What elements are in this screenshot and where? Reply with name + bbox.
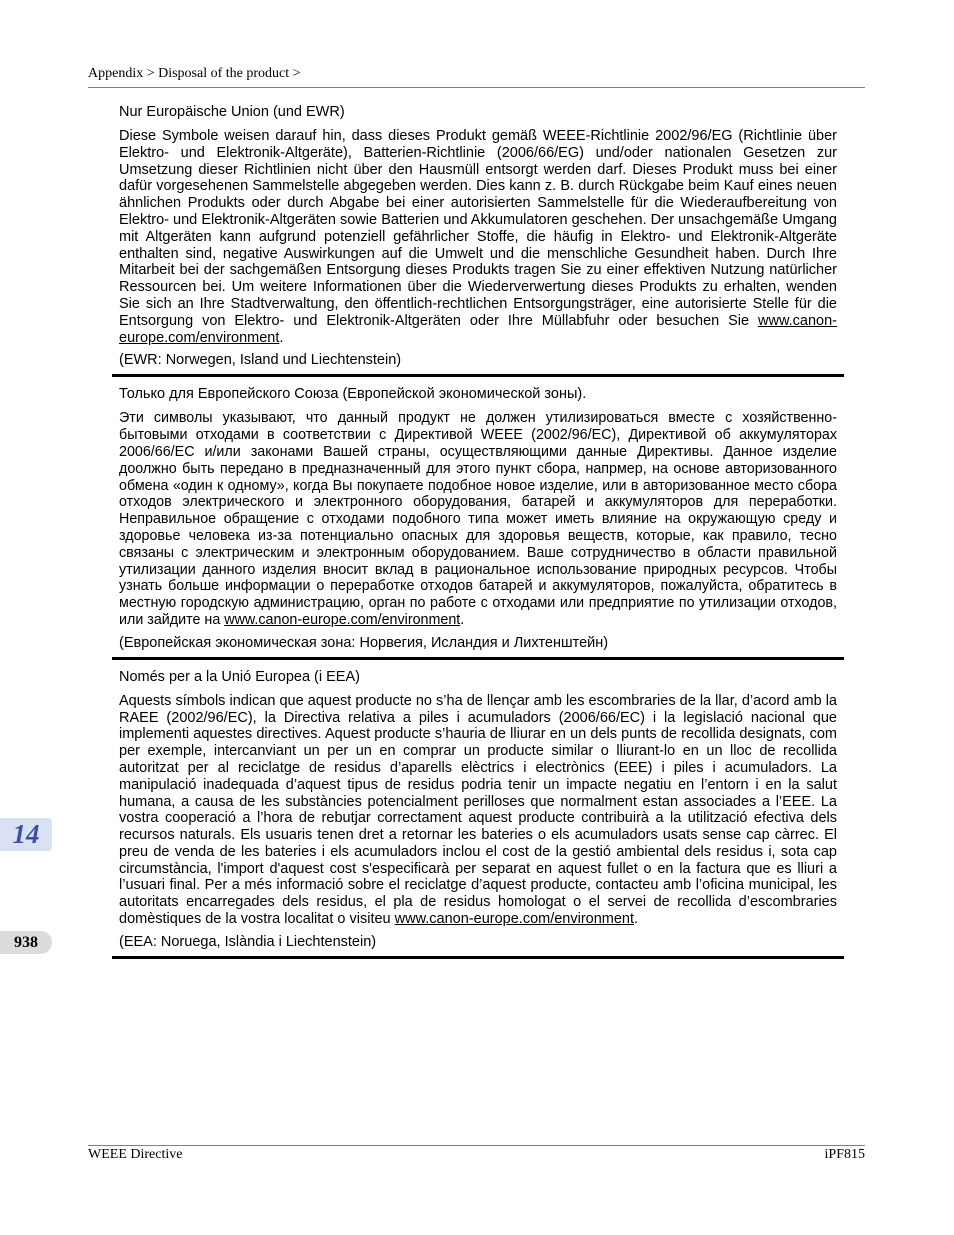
breadcrumb: Appendix > Disposal of the product >	[88, 66, 301, 81]
section-german	[119, 103, 837, 377]
environment-link[interactable]: www.canon-europe.com/environment	[224, 611, 461, 628]
section-body	[119, 693, 837, 928]
section-body-end: .	[634, 911, 639, 928]
section-divider	[112, 657, 844, 660]
section-russian	[119, 385, 837, 659]
footer-section-title: WEEE Directive	[88, 1147, 183, 1162]
footer-model-name: iPF815	[824, 1147, 865, 1162]
section-divider	[112, 374, 844, 377]
section-note: (EEA: Noruega, Islàndia i Liechtenstein)	[119, 933, 377, 950]
environment-link[interactable]: www.canon-europe.com/environment	[394, 911, 635, 928]
section-body-text: Diese Symbole weisen darauf hin, dass dieses Produkt gemäß WEEE-Richtlinie 2002/96/EG (Richtlinie über Elektro- und Elektronik-Altgeräte), Batterien-Richtlinie (2006/66/EG) und/oder nationalen Gesetzen zur Umsetzung dieser Richtlinien nicht über den Hausmüll entsorgt werden darf. Dieses Produkt muss bei einer dafür vorgesehenen Sammelstelle abgegeben werden. Dies kann z. B. durch Rückgabe beim Kauf eines neuen ähnlichen Produkts oder durch Abgabe bei einer autorisierten Sammelstelle für die Wiederaufbereitung von Elektro- und Elektronik-Altgeräten sowie Batterien und Akkumulatoren geschehen. Der unsachgemäße Umgang mit Altgeräten kann aufgrund potenziell gefährlicher Stoffe, die häufig in Elektro- und Elektronik-Altgeräte enthalten sind, negative Auswirkungen auf die Umwelt und die menschliche Gesundheit haben. Durch Ihre Mitarbeit bei der sachgemäßen Entsorgung dieses Produkts tragen Sie zu einer effektiven Nutzung natürlicher Ressourcen bei. Um weitere Informationen über die Wiederverwertung dieses Produkts zu erhalten, wenden Sie sich an Ihre Stadtverwaltung, den öffentlich-rechtlichen Entsorgungsträger, eine autorisierte Stelle für die Entsorgung von Elektro- und Elektronik-Altgeräten oder Ihre Müllabfuhr oder besuchen Sie	[119, 128, 837, 329]
main-content	[119, 100, 837, 967]
section-body	[119, 128, 837, 346]
section-title: Nur Europäische Union (und EWR)	[119, 104, 345, 120]
section-body	[119, 410, 837, 628]
section-note: (EWR: Norwegen, Island und Liechtenstein)	[119, 352, 402, 369]
section-body-end: .	[279, 329, 284, 346]
section-divider	[112, 956, 844, 959]
section-body-text: Aquests símbols indican que aquest producte no s’ha de llençar amb les escombraries de la llar, d’acord amb la RAEE (2002/96/EC), la Directiva relativa a piles i acumuladors (2006/66/EC) i la legislació nacional que implementi aquestes directives. Aquest producte s’hauria de lliurar en un dels punts de recollida designats, com per exemple, intercanviant un per un en comprar un producte similar o lliurant-lo en un lloc de recollida autoritzat per al reciclatge de residus d’aparells elèctrics i electrònics (EEE) i piles i acumuladors. La manipulació inadequada d’aquest tipus de residus podria tenir un impacte negatiu en l’entorn i en la salut humana, a causa de les substàncies potencialment perilloses que normalment estan associades a l’EEE. La vostra cooperació a l’hora de rebutjar correctament aquest producte contribuirà a la utilització efectiva dels recursos naturals. Els usuaris tenen dret a retornar les bateries o els acumuladors usats sense cap càrrec. El preu de venda de les bateries i els acumuladors inclou el cost de la gestió ambiental dels residus i, sota cap circumstància, l'import d'aquest cost s'especificarà per separat en aquest fullet o en la factura que es lliuri a l’usuari final. Per a més informació sobre el reciclatge d’aquest producte, contacteu amb l’oficina municipal, les autoritats encarregades dels residus, el pla de residus homologat o el servei de recollida d’escombraries domèstiques de la vostra localitat o visiteu	[119, 692, 837, 928]
footer-divider	[88, 1145, 865, 1146]
section-catalan	[119, 668, 837, 959]
section-title: Только для Европейского Союза (Европейской экономической зоны).	[119, 386, 587, 403]
section-title: Només per a la Unió Europea (i EEA)	[119, 668, 360, 685]
section-note: (Европейская экономическая зона: Норвегия, Исландия и Лихтенштейн)	[119, 634, 609, 651]
section-body-text: Эти символы указывают, что данный продукт не должен утилизироваться вместе с хозяйственно-бытовыми отходами в соответствии с Директивой WEEE (2002/96/EC), Директивой об аккумуляторах 2006/66/EC и/или законами Вашей страны, осуществляющими данные Директивы. Данное изделие доолжно быть передано в предназначенный для этого пункт сбора, напрмер, на основе авторизованного обмена «один к одному», когда Вы покупаете подобное новое изделие, или в авторизованное место сбора отходов электрического и электронного оборудования, батарей и аккумуляторов для переработки. Неправильное обращение с отходами подобного типа может иметь влияние на окружающую среду и здоровье человека из-за потенциально опасных для здоровья веществ, которые, как правило, тесно связаны с электрическим и электронным оборудованием. Ваше сотрудничество в области правильной утилизации данного изделия вносит вклад в рациональное использование природных ресурсов. Чтобы узнать больше информации о переработке отходов батарей и аккумуляторов, пожалуйста, обратитесь в местную городскую администрацию, орган по работе с отходами или предприятие по утилизации отходов, или зайдите на	[119, 410, 837, 628]
header-divider	[88, 87, 865, 88]
chapter-tab[interactable]: 14	[0, 818, 52, 851]
page-number-tab: 938	[0, 931, 52, 954]
section-body-end: .	[460, 611, 465, 628]
environment-link[interactable]: www.canon-europe.com/environment	[119, 312, 838, 346]
